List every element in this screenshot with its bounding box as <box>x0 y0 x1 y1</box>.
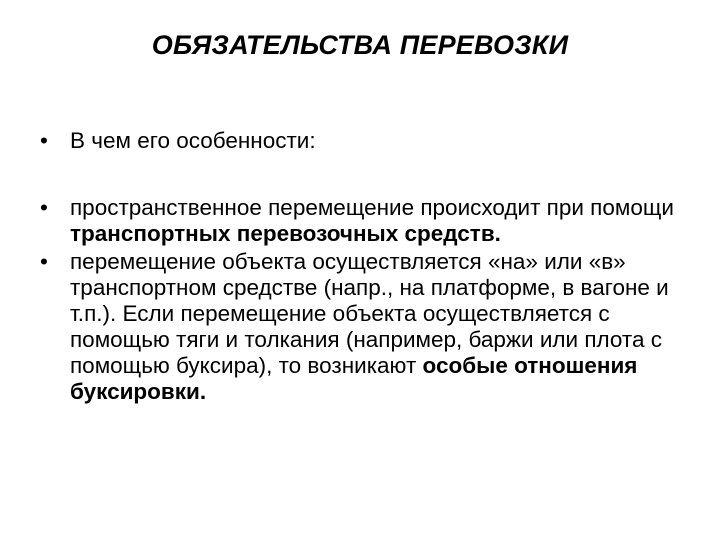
intro-item <box>40 128 680 154</box>
features-list <box>40 195 680 405</box>
feature-text: пространственное перемещение происходит при помощи <box>70 195 674 220</box>
intro-text: В чем его особенности: <box>70 128 316 153</box>
bullet-icon: • <box>40 249 48 274</box>
feature-item-towing <box>40 249 680 405</box>
bullet-icon: • <box>40 128 48 153</box>
feature-text: перемещение объекта осуществляется «на» или «в» транспортном средстве (напр., на платформе, в вагоне и т.п.). Если перемещение объекта осуществляется с помощью тяги и толкания (например, баржи или плота с помощью буксира), то возникают <box>70 249 669 378</box>
feature-emphasis: транспортных перевозочных средств. <box>70 221 501 246</box>
intro-list <box>40 128 680 154</box>
bullet-icon: • <box>40 195 48 220</box>
slide-title: ОБЯЗАТЕЛЬСТВА ПЕРЕВОЗКИ <box>151 30 569 60</box>
feature-emphasis: особые отношения буксировки. <box>70 353 638 404</box>
feature-item-transport <box>40 195 680 247</box>
